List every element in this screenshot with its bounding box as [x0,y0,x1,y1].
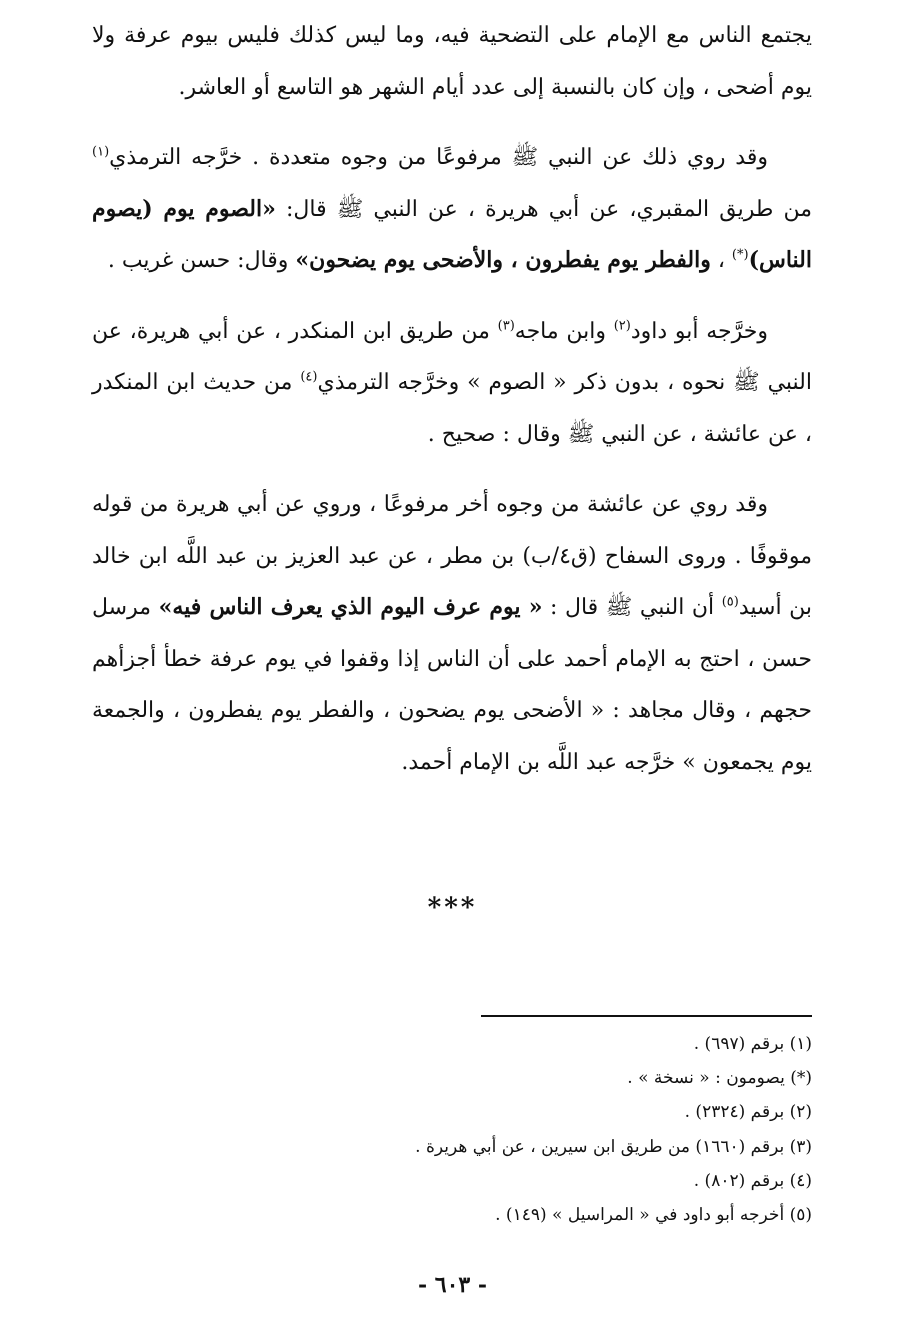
text-run: من حديث ابن المنكدر ، عن عائشة ، عن النبي ﷺ وقال : صحيح . [92,370,812,447]
footnote-ref: (*) [731,247,749,263]
section-separator: *** [427,893,478,923]
footnote-divider [481,1015,812,1017]
footnote-5: (٤) برقم (٨٠٢) . [693,1170,812,1191]
text-run: ، [710,248,732,273]
paragraph-1 [92,10,812,113]
paragraph-3 [92,306,812,461]
footnote-ref: (٥) [721,594,739,610]
footnotes [200,1027,812,1232]
footnote-1: (١) برقم (٦٩٧) . [693,1034,812,1054]
text-run: وقد روي عن عائشة من وجوه أخر مرفوعًا ، وروي عن أبي هريرة من قوله موقوفًا . وروى السفاح (ق٤/ب) بن مطر ، عن عبد العزيز بن عبد اللَّه ابن خالد بن أسيد [92,492,813,620]
footnote-6: (٥) أخرجه أبو داود في « المراسيل » (١٤٩) . [495,1205,812,1226]
footnote-2: (*) يصومون : « نسخة » . [627,1068,812,1089]
text-run: وابن ماجه [514,318,614,344]
text-run: أن النبي ﷺ قال : [542,595,722,620]
footnote-ref: (٣) [497,318,515,334]
page-number: - ٦٠٣ - [417,1272,488,1298]
footnote-ref: (١) [92,144,110,160]
text-run: يجتمع الناس مع الإمام على التضحية فيه، وما ليس كذلك فليس بيوم عرفة ولا يوم أضحى ، وإن كان بالنسبة إلى عدد أيام الشهر هو التاسع أو العاشر. [92,23,812,100]
footnote-ref: (٢) [613,318,631,334]
paragraph-2 [92,132,812,287]
hadith-quote: « يوم عرف اليوم الذي يعرف الناس فيه» [158,594,543,620]
text-run: وخرَّجه أبو داود [630,318,768,344]
text-run: وقد روي ذلك عن النبي ﷺ مرفوعًا من وجوه متعددة . خرَّجه الترمذي [109,145,768,170]
footnote-4: (٣) برقم (١٦٦٠) من طريق ابن سيرين ، عن أبي هريرة . [415,1136,812,1157]
paragraph-4 [92,479,812,788]
text-run: وقال: حسن غريب . [107,248,296,273]
hadith-quote: والفطر يوم يفطرون ، والأضحى يوم يضحون» [295,247,711,273]
text-run: من طريق ابن المنكدر ، عن أبي هريرة، عن النبي ﷺ نحوه ، بدون ذكر « الصوم » وخرَّجه الترمذي [92,318,812,395]
footnote-3: (٢) برقم (٢٣٢٤) . [684,1102,812,1123]
main-text [92,10,812,807]
footnote-ref: (٤) [300,369,318,385]
text-run: من طريق المقبري، عن أبي هريرة ، عن النبي ﷺ قال: [275,196,812,222]
text-run: مرسل حسن ، احتج به الإمام أحمد على أن الناس إذا وقفوا في يوم عرفة خطأ أجزأهم حجهم ، وقال مجاهد : « الأضحى يوم يضحون ، والفطر يوم يفطرون ، والجمعة يوم يجمعون » خرَّجه عبد اللَّه بن الإمام أحمد. [92,595,812,775]
hadith-quote: «الصوم يوم (يصوم الناس) [92,195,812,273]
